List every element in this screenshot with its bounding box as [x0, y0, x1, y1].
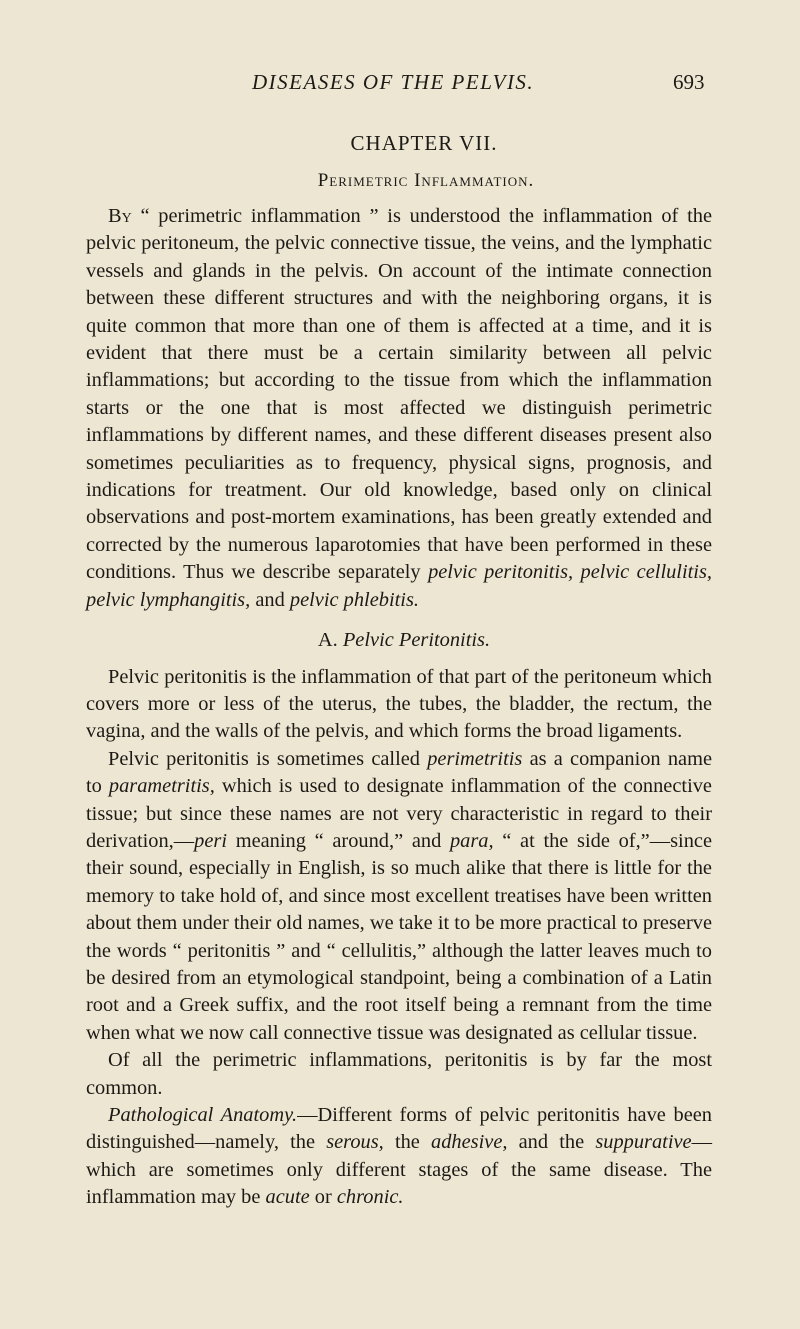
term-perimetritis: perimetritis: [427, 747, 523, 770]
term-peri: peri: [194, 829, 228, 852]
pathology-heading: Pathological Anatomy.: [108, 1104, 298, 1126]
term-list: pelvic peritonitis, pelvic cellulitis, pelvic lymphangitis,: [86, 561, 713, 611]
paragraph-definition: Pelvic peritonitis is the inflammation of that part of the peritoneum which covers more or less of the uterus, the tubes, the bladder, the rectum, the vagina, and the walls of the pelvis, and which forms the broad ligaments.: [86, 665, 712, 743]
intro-paragraph: [86, 203, 712, 614]
text-run: —Different forms of pelvic peritonitis have been distinguished—namely, the: [86, 1104, 712, 1154]
text-run: the: [383, 1131, 432, 1154]
text-run: Pelvic peritonitis is sometimes called: [108, 747, 428, 770]
subsection-title: Pelvic Peritonitis.: [342, 629, 491, 652]
term-serous: serous,: [326, 1131, 384, 1154]
term-suppurative: suppurative: [595, 1131, 692, 1154]
first-word: By: [108, 205, 132, 227]
intro-text: “ perimetric inflammation ” is understood the inflammation of the pelvic peritoneum, the pelvic connective tissue, the veins, and the lymphatic vessels and glands in the pelvis. On account of the intimate connection between these different structures and with the neighboring organs, it is quite common that more than one of them is affected at a time, and it is evident that there must be a certain similarity between all pelvic inflammations; but according to the tissue from which the inflammation starts or the one that is most affected we distinguish perimetric inflammations by different names, and these different diseases present also sometimes peculiarities as to frequency, physical signs, prognosis, and indications for treatment. Our old knowledge, based only on clinical observations and post-mortem examinations, has been greatly extended and corrected by the numerous laparotomies that have been performed in these conditions. Thus we describe separately: [86, 205, 712, 584]
paragraph-nomenclature: [86, 746, 712, 1047]
term-chronic: chronic.: [336, 1186, 404, 1209]
text-run: or: [309, 1186, 337, 1209]
conjunction: and: [250, 588, 290, 611]
subsection-letter: A.: [317, 629, 338, 652]
text-run: “ at the side of,”—since their sound, especially in English, is so much alike that there is little for the memory to take hold of, and since most excellent treatises have been written about them under their old names, we take it to be more practical to preserve the words “ peritonitis ” and “ cellulitis,” although the latter leaves much to be desired from an etymological standpoint, being a combination of a Latin root and a Greek suffix, and the root itself being a remnant from the time when what we now call connective tissue was designated as cellular tissue.: [86, 829, 713, 1044]
running-title: DISEASES OF THE PELVIS.: [252, 70, 535, 94]
text-run: —which are sometimes only different stages of the same disease. The inflammation may be: [86, 1131, 712, 1209]
term-phlebitis: pelvic phlebitis.: [289, 588, 419, 611]
chapter-title: CHAPTER VII.: [350, 131, 498, 155]
paragraph-pathology: [86, 1102, 712, 1212]
text-run: which is used to designate inflammation of the connective tissue; but since these names are not very characteristic in regard to their derivation,—: [86, 775, 712, 852]
text-run: meaning “ around,” and: [227, 829, 450, 852]
page-number: 693: [673, 70, 705, 94]
text-run: as a companion name to: [86, 747, 712, 798]
term-adhesive: adhesive,: [431, 1131, 508, 1154]
term-acute: acute: [265, 1186, 310, 1209]
running-head: [0, 70, 800, 104]
body-text: [86, 203, 712, 1212]
paragraph-frequency: Of all the perimetric inflammations, peritonitis is by far the most common.: [86, 1049, 712, 1099]
section-title: Perimetric Inflammation.: [317, 170, 535, 191]
subsection-heading: [86, 627, 712, 654]
text-run: and the: [507, 1131, 596, 1154]
term-parametritis: parametritis,: [108, 775, 215, 798]
term-para: para,: [449, 829, 494, 852]
